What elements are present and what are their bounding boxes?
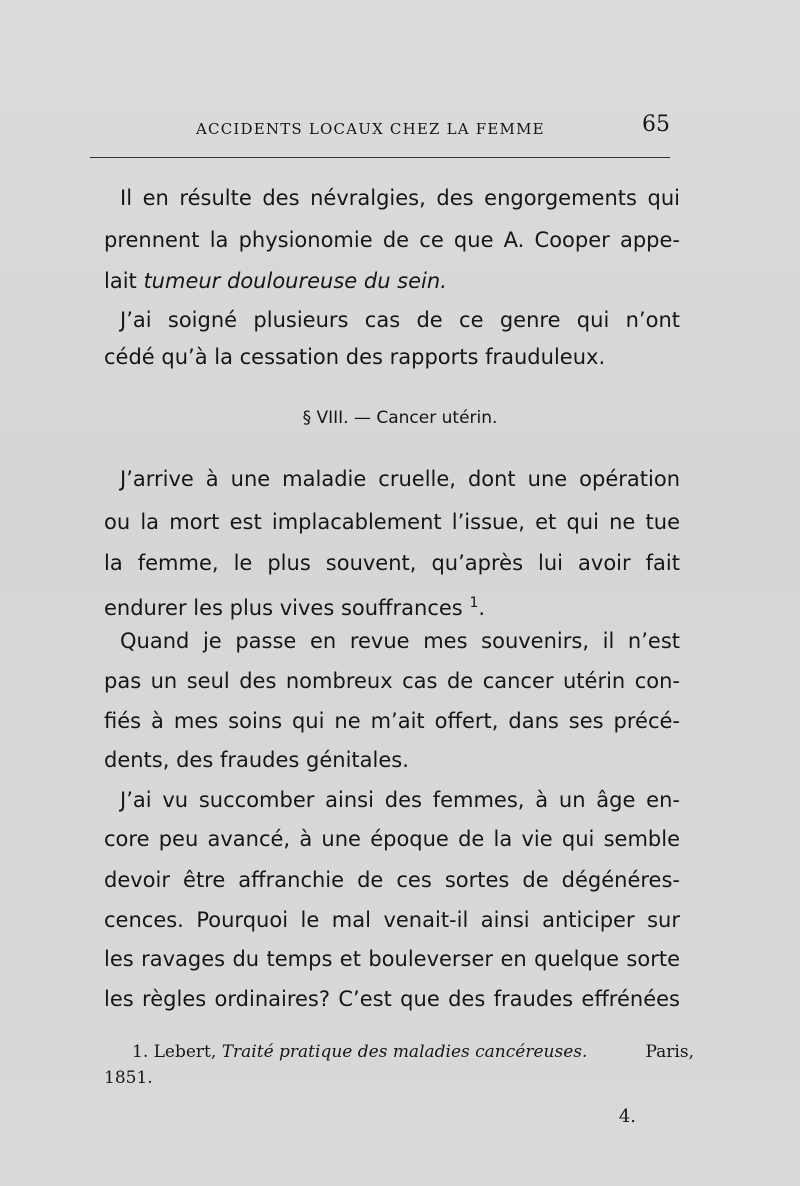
text-line: la femme, le plus souvent, qu’après lui avoir fait — [104, 551, 680, 575]
footnote-number: 1. — [132, 1042, 149, 1062]
text-line: pas un seul des nombreux cas de cancer utérin con- — [104, 669, 680, 693]
section-heading: § VIII. — Cancer utérin. — [302, 408, 498, 428]
text-line: les règles ordinaires? C’est que des fraudes effrénées — [104, 987, 680, 1011]
text-line: devoir être affranchie de ces sortes de dégénéres- — [104, 868, 680, 892]
text-span: . — [478, 596, 486, 620]
text-line: ou la mort est implacablement l’issue, et qui ne tue — [104, 510, 680, 534]
text-line: cences. Pourquoi le mal venait-il ainsi anticiper sur — [104, 908, 680, 932]
footnote-place: Paris, — [645, 1042, 694, 1062]
text-line: fiés à mes soins qui ne m’ait offert, dans ses précé- — [104, 709, 680, 733]
footnote-author: Lebert, — [153, 1042, 217, 1062]
header-rule — [90, 157, 670, 158]
text-span: endurer les plus vives souffrances — [104, 596, 463, 620]
footnote-continued — [104, 1066, 694, 1090]
text-line: dents, des fraudes génitales. — [104, 748, 409, 772]
text-line: cédé qu’à la cessation des rapports frauduleux. — [104, 345, 606, 369]
text-line: J’ai vu succomber ainsi des femmes, à un âge en- — [120, 788, 680, 812]
text-line — [104, 267, 680, 295]
text-line: J’arrive à une maladie cruelle, dont une opération — [120, 467, 680, 491]
footnote — [104, 1040, 694, 1064]
text-line: core peu avancé, à une époque de la vie qui semble — [104, 827, 680, 851]
footnote-title: Traité pratique des maladies cancéreuses. — [221, 1042, 588, 1062]
text-line: les ravages du temps et bouleverser en quelque sorte — [104, 947, 680, 971]
text-line: prennent la physionomie de ce que A. Cooper appe- — [104, 228, 680, 252]
page-number: 65 — [642, 112, 670, 137]
text-line: J’ai soigné plusieurs cas de ce genre qui n’ont — [120, 308, 680, 332]
running-head — [90, 106, 670, 136]
text-line: Quand je passe en revue mes souvenirs, il n’est — [120, 629, 680, 653]
text-line — [104, 589, 680, 622]
footnote-year: 1851. — [104, 1068, 153, 1088]
running-title: ACCIDENTS LOCAUX CHEZ LA FEMME — [196, 120, 545, 138]
text-line: Il en résulte des névralgies, des engorgements qui — [120, 186, 680, 210]
italic-phrase: tumeur douloureuse du sein. — [143, 269, 447, 293]
signature-mark: 4. — [618, 1106, 636, 1127]
text-span: lait — [104, 269, 144, 293]
footnote-ref: 1 — [469, 595, 479, 611]
